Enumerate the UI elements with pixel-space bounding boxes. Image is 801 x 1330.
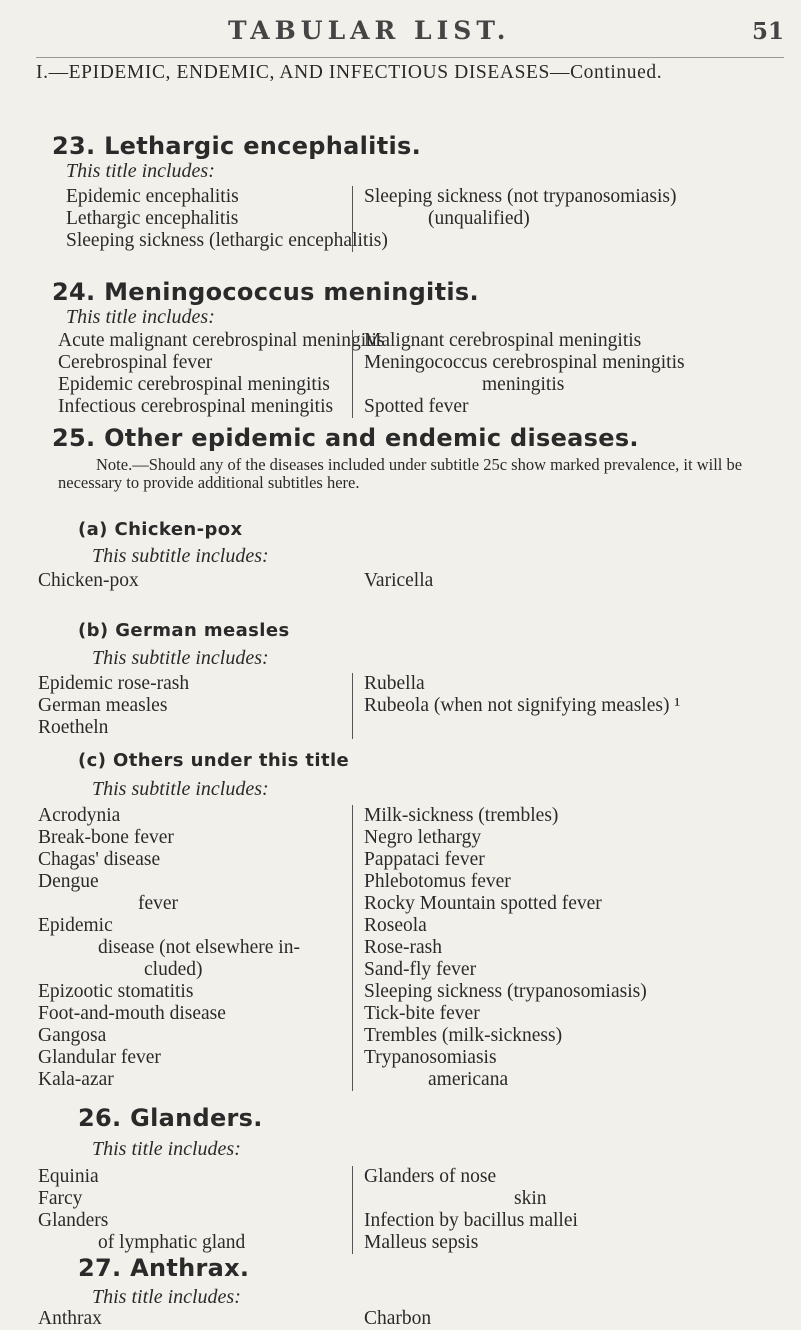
section-27-includes: This title includes: bbox=[92, 1286, 241, 1308]
list-item: Chicken-pox bbox=[38, 570, 139, 591]
list-item: Epidemic encephalitis bbox=[66, 186, 239, 207]
list-item: Acrodynia bbox=[38, 805, 121, 826]
section-26-includes: This title includes: bbox=[92, 1138, 241, 1160]
section-25-note-cont: necessary to provide additional subtitles here. bbox=[58, 473, 360, 492]
column-divider bbox=[352, 1166, 353, 1254]
list-item: fever bbox=[138, 893, 179, 914]
subsection-c-includes: This subtitle includes: bbox=[92, 778, 269, 800]
subsection-a-includes: This subtitle includes: bbox=[92, 545, 269, 567]
list-item: Phlebotomus fever bbox=[364, 871, 511, 892]
list-item: Malleus sepsis bbox=[364, 1232, 479, 1253]
page-number: 51 bbox=[752, 18, 785, 45]
list-item: Gangosa bbox=[38, 1025, 107, 1046]
section-23-title: 23. Lethargic encephalitis. bbox=[52, 132, 422, 160]
list-item: Kala-azar bbox=[38, 1069, 114, 1090]
section-23-right-list bbox=[364, 186, 677, 230]
list-item: Break-bone fever bbox=[38, 827, 174, 848]
list-item: Acute malignant cerebrospinal meningitis bbox=[58, 330, 385, 351]
list-item: Meningococcus cerebrospinal meningitis bbox=[364, 352, 685, 373]
section-24-right-list bbox=[364, 330, 685, 418]
subsection-a-title: (a) Chicken-pox bbox=[78, 519, 243, 540]
section-25-title: 25. Other epidemic and endemic diseases. bbox=[52, 424, 639, 452]
subsection-b-left-list bbox=[38, 673, 189, 739]
subsection-c-right-list bbox=[364, 805, 647, 1091]
section-23-left-list bbox=[66, 186, 388, 252]
list-item: Chagas' disease bbox=[38, 849, 161, 870]
list-item: Dengue bbox=[38, 871, 99, 892]
list-item: Rubella bbox=[364, 673, 425, 694]
section-27-title: 27. Anthrax. bbox=[78, 1254, 250, 1282]
list-item: Sleeping sickness (trypanosomiasis) bbox=[364, 981, 647, 1002]
list-item: Negro lethargy bbox=[364, 827, 482, 848]
list-item: Epidemic cerebrospinal meningitis bbox=[58, 374, 330, 395]
list-item: Epidemic rose-rash bbox=[38, 673, 190, 694]
list-item: Malignant cerebrospinal meningitis bbox=[364, 330, 642, 351]
column-divider bbox=[352, 673, 353, 739]
section-26-title: 26. Glanders. bbox=[78, 1104, 263, 1132]
subsection-a-left-list bbox=[38, 570, 139, 592]
list-item: Spotted fever bbox=[364, 396, 469, 417]
column-divider bbox=[352, 186, 353, 252]
section-24-includes: This title includes: bbox=[66, 306, 215, 328]
list-item: Sleeping sickness (lethargic encephalitis) bbox=[66, 230, 388, 251]
list-item: (unqualified) bbox=[428, 208, 530, 229]
subsection-b-right-list bbox=[364, 673, 680, 717]
section-23-includes: This title includes: bbox=[66, 160, 215, 182]
section-27-left-list bbox=[38, 1308, 102, 1330]
list-item: Infection by bacillus mallei bbox=[364, 1210, 578, 1231]
list-item: Trypanosomiasis bbox=[364, 1047, 497, 1068]
list-item: Epizootic stomatitis bbox=[38, 981, 194, 1002]
list-item: Equinia bbox=[38, 1166, 99, 1187]
list-item: disease (not elsewhere in- bbox=[98, 937, 300, 958]
list-item: skin bbox=[514, 1188, 547, 1209]
subsection-a-right-list bbox=[364, 570, 433, 592]
list-item: Milk-sickness (trembles) bbox=[364, 805, 559, 826]
list-item: Roetheln bbox=[38, 717, 109, 738]
list-item: Tick-bite fever bbox=[364, 1003, 480, 1024]
list-item: Glandular fever bbox=[38, 1047, 161, 1068]
section-24-left-list bbox=[58, 330, 385, 418]
list-item: Rubeola (when not signifying measles) ¹ bbox=[364, 695, 681, 716]
section-24-title: 24. Meningococcus meningitis. bbox=[52, 278, 479, 306]
subsection-b-includes: This subtitle includes: bbox=[92, 647, 269, 669]
list-item: Cerebrospinal fever bbox=[58, 352, 213, 373]
subsection-c-left-list bbox=[38, 805, 300, 1091]
list-item: of lymphatic gland bbox=[98, 1232, 246, 1253]
list-item: Sand-fly fever bbox=[364, 959, 477, 980]
column-divider bbox=[352, 805, 353, 1091]
subsection-b-title: (b) German measles bbox=[78, 620, 290, 641]
part-heading: I.—EPIDEMIC, ENDEMIC, AND INFECTIOUS DISEASES—Continued. bbox=[36, 62, 663, 83]
list-item: cluded) bbox=[144, 959, 203, 980]
list-item: Foot-and-mouth disease bbox=[38, 1003, 226, 1024]
list-item: Anthrax bbox=[38, 1308, 102, 1329]
list-item: Charbon bbox=[364, 1308, 432, 1329]
list-item: Rocky Mountain spotted fever bbox=[364, 893, 602, 914]
section-26-left-list bbox=[38, 1166, 245, 1254]
list-item: americana bbox=[428, 1069, 509, 1090]
subsection-c-title: (c) Others under this title bbox=[78, 750, 350, 771]
section-27-right-list bbox=[364, 1308, 431, 1330]
list-item: Infectious cerebrospinal meningitis bbox=[58, 396, 334, 417]
list-item: Glanders of nose bbox=[364, 1166, 497, 1187]
list-item: Roseola bbox=[364, 915, 427, 936]
list-item: Epidemic bbox=[38, 915, 113, 936]
list-item: meningitis bbox=[482, 374, 565, 395]
header-rule bbox=[36, 57, 784, 58]
list-item: Glanders bbox=[38, 1210, 109, 1231]
list-item: Rose-rash bbox=[364, 937, 442, 958]
list-item: Pappataci fever bbox=[364, 849, 485, 870]
running-title: TABULAR LIST. bbox=[228, 16, 511, 45]
list-item: German measles bbox=[38, 695, 168, 716]
section-25-note: Note.—Should any of the diseases included under subtitle 25c show marked prevalence, it will be bbox=[96, 455, 743, 474]
list-item: Lethargic encephalitis bbox=[66, 208, 239, 229]
column-divider bbox=[352, 330, 353, 418]
list-item: Trembles (milk-sickness) bbox=[364, 1025, 563, 1046]
section-26-right-list bbox=[364, 1166, 578, 1254]
list-item: Varicella bbox=[364, 570, 434, 591]
list-item: Sleeping sickness (not trypanosomiasis) bbox=[364, 186, 677, 207]
list-item: Farcy bbox=[38, 1188, 83, 1209]
